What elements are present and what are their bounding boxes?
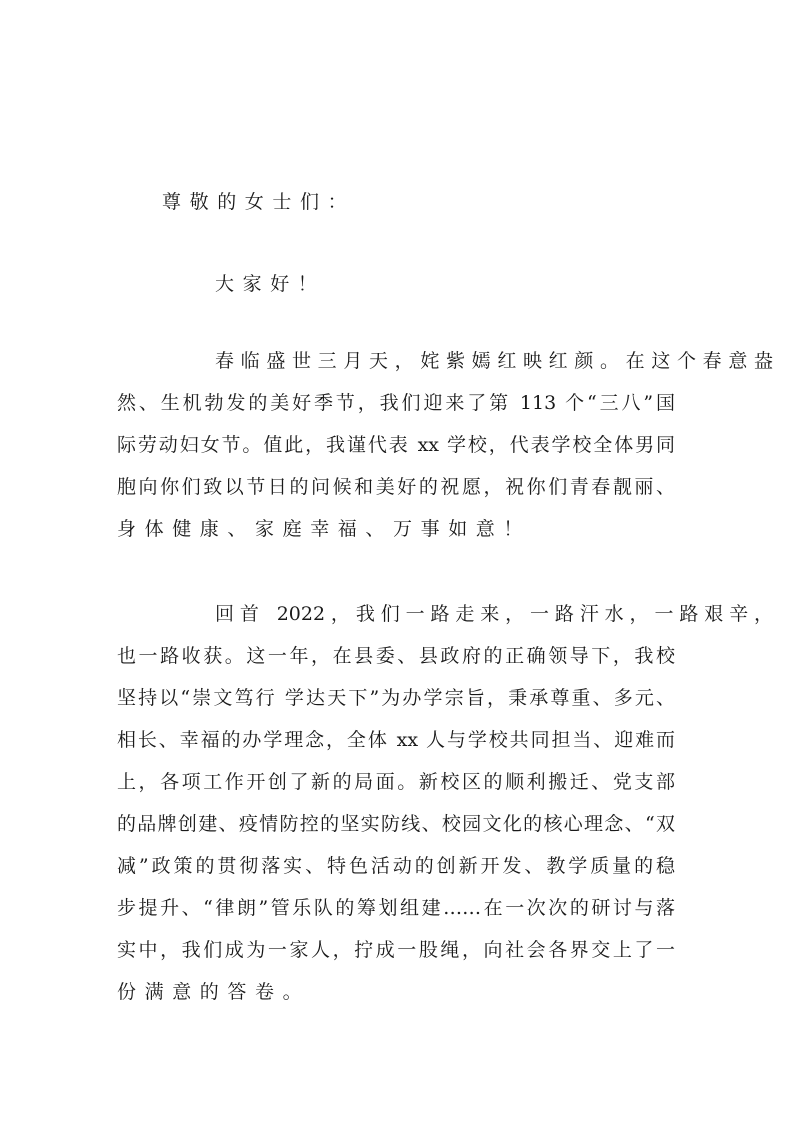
paragraph-line: 回首 2022，我们一路走来，一路汗水，一路艰辛， xyxy=(215,603,773,625)
salutation: 尊敬的女士们： xyxy=(162,191,356,213)
paragraph-line: 胞向你们致以节日的问候和美好的祝愿，祝你们青春靓丽、 xyxy=(117,476,675,498)
paragraph-line: 份满意的答卷。 xyxy=(117,981,311,1003)
paragraph-line: 际劳动妇女节。值此，我谨代表 xx 学校，代表学校全体男同 xyxy=(117,434,675,456)
paragraph-line: 步提升、“律朗”管乐队的筹划组建……在一次次的研讨与落 xyxy=(117,897,675,919)
paragraph-line: 春临盛世三月天，姹紫嫣红映红颜。在这个春意盎 xyxy=(215,350,773,372)
paragraph-line: 也一路收获。这一年，在县委、县政府的正确领导下，我校 xyxy=(117,645,675,667)
greeting: 大家好！ xyxy=(215,273,326,295)
paragraph-line: 相长、幸福的办学理念，全体 xx 人与学校共同担当、迎难而 xyxy=(117,729,675,751)
paragraph-line: 的品牌创建、疫情防控的坚实防线、校园文化的核心理念、“双 xyxy=(117,813,675,835)
paragraph-line: 坚持以“崇文笃行 学达天下”为办学宗旨，秉承尊重、多元、 xyxy=(117,687,675,709)
paragraph-line: 身体健康、家庭幸福、万事如意！ xyxy=(117,518,532,540)
paragraph-line: 减”政策的贯彻落实、特色活动的创新开发、教学质量的稳 xyxy=(117,855,675,877)
paragraph-line: 实中，我们成为一家人，拧成一股绳，向社会各界交上了一 xyxy=(117,939,675,961)
paragraph-line: 上，各项工作开创了新的局面。新校区的顺利搬迁、党支部 xyxy=(117,771,675,793)
paragraph-line: 然、生机勃发的美好季节，我们迎来了第 113 个“三八”国 xyxy=(117,392,675,414)
